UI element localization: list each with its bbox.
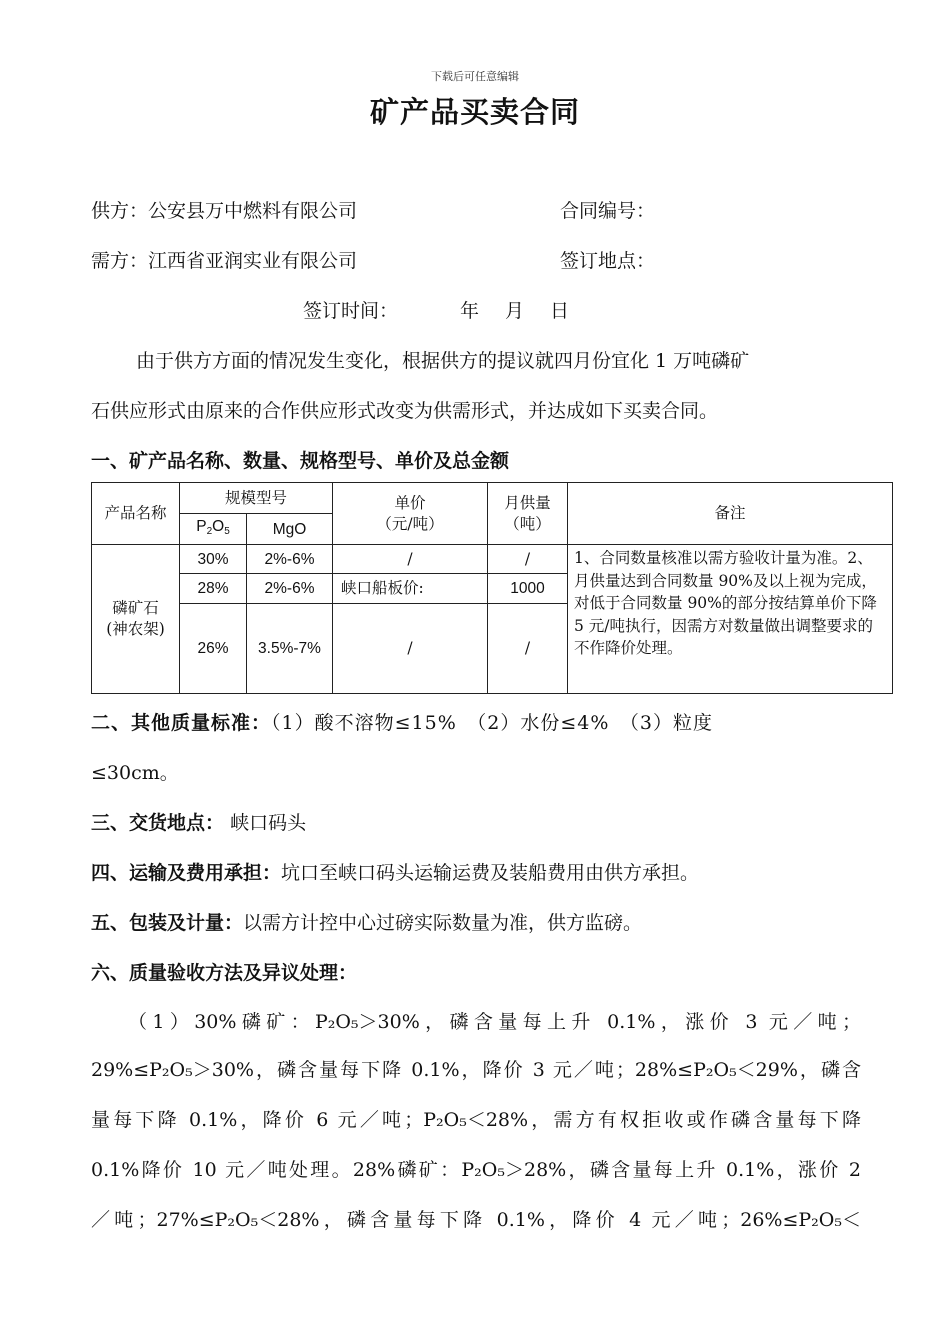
spec-table (91, 482, 893, 694)
section-5-text: 以需方计控中心过磅实际数量为准，供方监磅。 (243, 912, 643, 934)
row-3-p2o5: 26% (180, 604, 247, 694)
row-1-p2o5: 30% (180, 545, 247, 574)
section-4 (91, 858, 699, 885)
header-p2o5: $P_2O_5$ (180, 514, 247, 545)
section-1-heading: 一、矿产品名称、数量、规格型号、单价及总金额 (91, 450, 510, 472)
header-product: 产品名称 (92, 483, 180, 545)
date-year: 年 (460, 300, 480, 322)
header-note: 下载后可任意编辑 (431, 70, 519, 83)
row-2-price: 峡口船板价: (333, 574, 488, 604)
section-2 (91, 708, 713, 735)
section-4-heading: 四、运输及费用承担： (91, 862, 282, 884)
section-6-line-3: 量每下降 0.1%，降价 6 元／吨；P₂O₅＜28%，需方有权拒收或作磷含量每下降 (91, 1109, 861, 1131)
section-2-text-cont: ≤30cm。 (91, 762, 179, 784)
buyer-line: 需方：江西省亚润实业有限公司 (91, 250, 358, 272)
section-6-line-1: （1）30%磷矿：P₂O₅＞30%，磷含量每上升 0.1%，涨价 3 元／吨； (128, 1011, 861, 1033)
row-2-p2o5: 28% (180, 574, 247, 604)
row-2-supply: 1000 (488, 574, 568, 604)
header-price: 单价 （元/吨） (333, 483, 488, 545)
header-mgo: MgO (247, 514, 333, 545)
header-supply: 月供量 （吨） (488, 483, 568, 545)
section-6-line-2: 29%≤P₂O₅＞30%，磷含量每下降 0.1%，降价 3 元／吨；28%≤P₂O₅＜29%，磷含 (91, 1059, 861, 1081)
remarks-note: 1、合同数量核准以需方验收计量为准。2、月供量达到合同数量 90%及以上视为完成，对低于合同数量 90%的部分按结算单价下降 5 元/吨执行，因需方对数量做出调整要求的不作降价处理。 (568, 545, 893, 694)
signing-date-label: 签订时间： (303, 300, 399, 322)
header-spec: 规模型号 (180, 483, 333, 514)
contract-number-label: 合同编号： (560, 200, 656, 222)
section-3-text: 峡口码头 (230, 812, 307, 834)
row-3-supply: / (488, 604, 568, 694)
date-month: 月 (505, 300, 525, 322)
section-3 (91, 808, 306, 835)
contract-title: 矿产品买卖合同 (369, 95, 580, 129)
signing-place-label: 签订地点： (560, 250, 656, 272)
intro-line-2: 石供应形式由原来的合作供应形式改变为供需形式，并达成如下买卖合同。 (91, 400, 719, 422)
supplier-line: 供方：公安县万中燃料有限公司 (91, 200, 358, 222)
section-5-heading: 五、包装及计量： (91, 912, 244, 934)
section-3-heading: 三、交货地点： (91, 812, 225, 834)
row-1-mgo: 2%-6% (247, 545, 333, 574)
row-2-mgo: 2%-6% (247, 574, 333, 604)
product-name: 磷矿石 (神农架) (92, 545, 180, 694)
row-3-price: / (333, 604, 488, 694)
header-note: 备注 (568, 483, 893, 545)
section-2-text: （1）酸不溶物≤15% （2）水份≤4% （3）粒度 (271, 712, 713, 734)
section-6-heading: 六、质量验收方法及异议处理： (91, 962, 358, 984)
section-2-heading: 二、其他质量标准： (91, 712, 272, 734)
row-1-price: / (333, 545, 488, 574)
intro-line-1: 由于供方方面的情况发生变化，根据供方的提议就四月份宜化 1 万吨磷矿 (136, 350, 750, 372)
row-3-mgo: 3.5%-7% (247, 604, 333, 694)
section-5 (91, 908, 642, 935)
section-6-line-5: ／吨；27%≤P₂O₅＜28%，磷含量每下降 0.1%，降价 4 元／吨；26%≤P₂O₅＜ (91, 1209, 861, 1231)
row-1-supply: / (488, 545, 568, 574)
section-6-line-4: 0.1%降价 10 元／吨处理。28%磷矿：P₂O₅＞28%，磷含量每上升 0.1%，涨价 2 (91, 1159, 861, 1181)
date-day: 日 (550, 300, 570, 322)
section-4-text: 坑口至峡口码头运输运费及装船费用由供方承担。 (281, 862, 700, 884)
